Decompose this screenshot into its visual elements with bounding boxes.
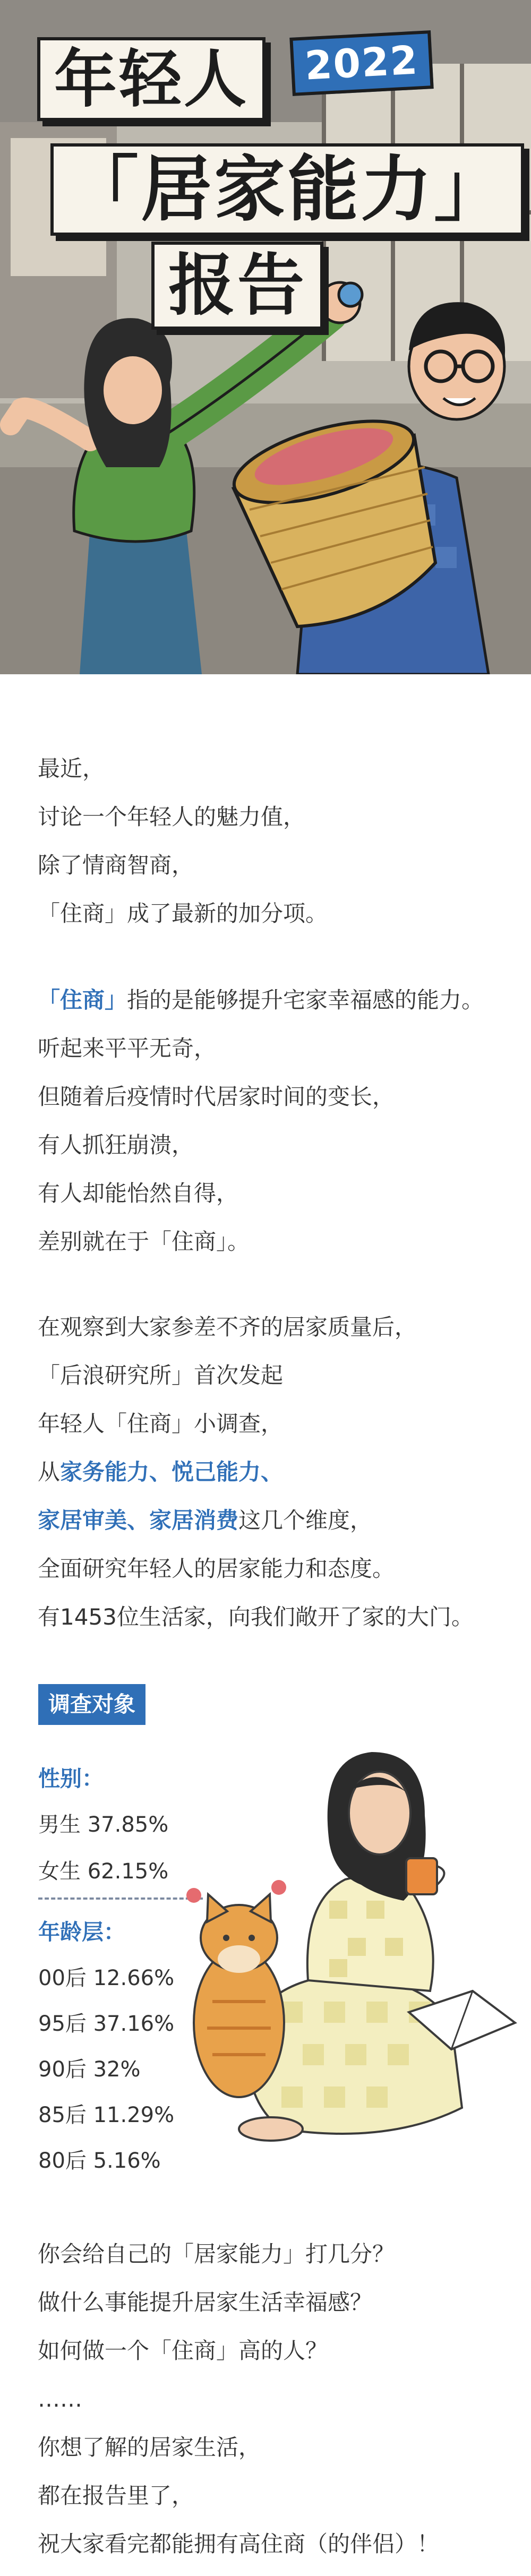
closing-line: …… [38, 2386, 82, 2412]
closing-line: 做什么事能提升居家生活幸福感？ [38, 2289, 373, 2315]
hero-banner [0, 0, 531, 674]
age-stat: 90后 32% [38, 2057, 141, 2082]
definition-first-line [38, 976, 484, 1024]
age-label: 年龄层： [38, 1919, 125, 1945]
survey-line: 「后浪研究所」首次发起 [38, 1362, 284, 1388]
year-badge: 2022 [289, 30, 433, 96]
definition-line: 有人却能怡然自得， [38, 1180, 239, 1206]
respondents-tag: 调查对象 [38, 1684, 145, 1725]
intro-line: 除了情商智商， [38, 852, 194, 878]
intro-paragraph [38, 744, 328, 938]
age-stat: 80后 5.16% [38, 2149, 161, 2173]
survey-line: 年轻人「住商」小调查， [38, 1411, 284, 1437]
survey-line: 在观察到大家参差不齐的居家质量后， [38, 1314, 417, 1340]
gender-stat-male: 男生 37.85% [38, 1813, 169, 1837]
age-stat: 85后 11.29% [38, 2103, 175, 2127]
zhushang-highlight: 「住商」 [38, 987, 127, 1013]
closing-line: 你想了解的居家生活， [38, 2434, 261, 2460]
survey-dimensions-line [38, 1496, 474, 1544]
definition-text: 指的是能够提升宅家幸福感的能力。 [127, 987, 484, 1013]
gender-stat-female: 女生 62.15% [38, 1859, 169, 1884]
hero-title-line3: 报告 [151, 242, 323, 330]
definition-line: 有人抓狂崩溃， [38, 1132, 194, 1158]
hero-title-line2: 「居家能力」 [50, 143, 524, 236]
gender-label: 性别： [38, 1766, 104, 1791]
closing-line: 你会给自己的「居家能力」打几分？ [38, 2241, 395, 2267]
survey-line: 全面研究年轻人的居家能力和态度。 [38, 1556, 395, 1582]
survey-text: 从 [38, 1459, 61, 1485]
age-stat: 95后 37.16% [38, 2012, 175, 2036]
definition-line: 差别就在于「住商」。 [38, 1229, 250, 1255]
dimensions-highlight: 家务能力、悦己能力、 [60, 1459, 284, 1485]
survey-text: 这几个维度， [238, 1507, 373, 1533]
closing-paragraph [38, 2230, 439, 2568]
age-stat: 00后 12.66% [38, 1966, 175, 1990]
intro-line: 最近， [38, 755, 105, 782]
orange-cat [186, 1880, 286, 2097]
hero-title-line1: 年轻人 [37, 37, 266, 121]
reading-woman-cat-illustration [175, 1725, 531, 2161]
closing-line: 如何做一个「住商」高的人？ [38, 2338, 328, 2364]
survey-intro-paragraph [38, 1303, 474, 1641]
intro-line: 「住商」成了最新的加分项。 [38, 900, 328, 926]
survey-line: 有1453位生活家，向我们敞开了家的大门。 [38, 1604, 474, 1630]
survey-dimensions-line [38, 1448, 474, 1496]
dimensions-highlight: 家居审美、家居消费 [38, 1507, 239, 1533]
definition-line: 但随着后疫情时代居家时间的变长， [38, 1084, 395, 1110]
definition-paragraph [38, 976, 484, 1266]
closing-line: 都在报告里了， [38, 2483, 194, 2509]
intro-line: 讨论一个年轻人的魅力值， [38, 804, 306, 830]
closing-line: 祝大家看完都能拥有高住商（的伴侣）！ [38, 2531, 440, 2557]
definition-line: 听起来平平无奇， [38, 1035, 217, 1061]
